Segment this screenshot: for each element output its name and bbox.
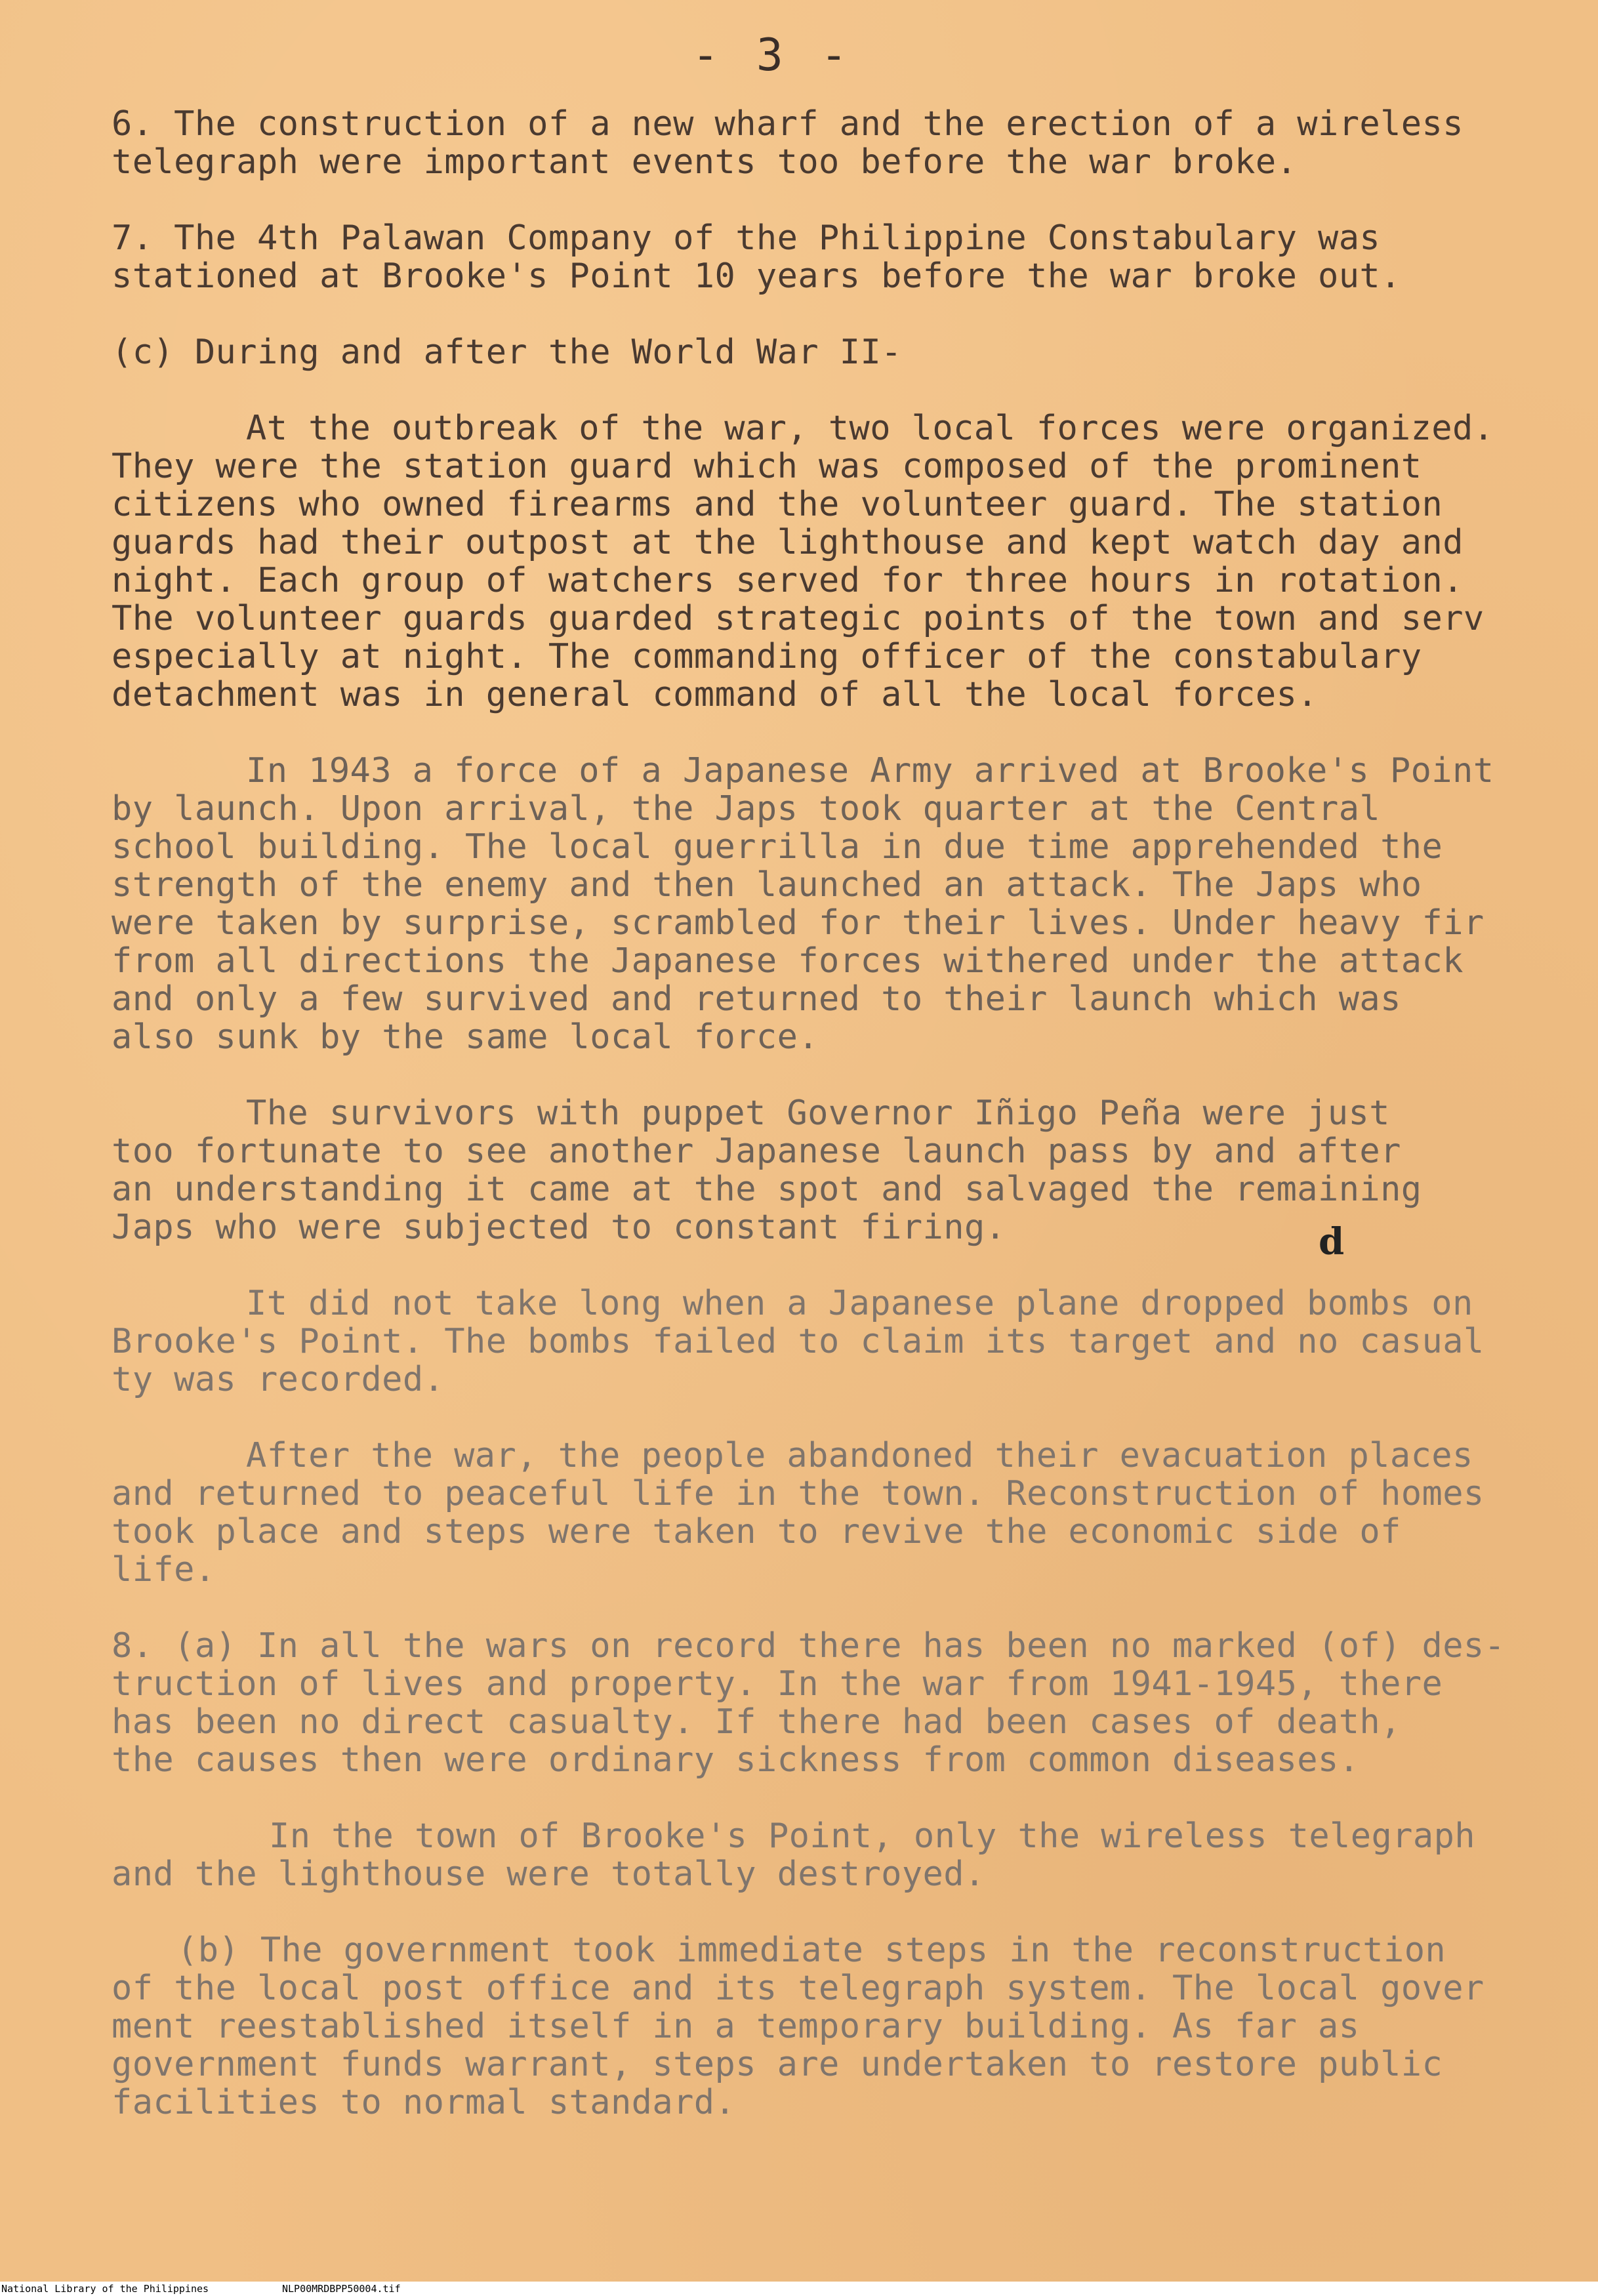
footer-filename: NLP00MRDBPP50004.tif [282,2283,401,2295]
text-line: citizens who owned firearms and the volunteer guard. The station [112,485,1443,524]
text-line: After the war, the people abandoned their evacuation places [246,1436,1473,1475]
page-number: - 3 - [692,30,853,81]
text-line: by launch. Upon arrival, the Japs took quarter at the Central [112,789,1381,829]
text-line: (c) During and after the World War II- [112,333,902,372]
document-body [112,105,1581,2160]
text-line: and returned to peaceful life in the town. Reconstruction of homes [112,1474,1485,1513]
text-line: night. Each group of watchers served for three hours in rotation. [112,561,1464,600]
text-line: guards had their outpost at the lighthouse and kept watch day and [112,523,1464,562]
paragraph-item-6 [112,105,1581,181]
text-line: were taken by surprise, scrambled for their lives. Under heavy fir [112,903,1485,943]
paragraph-item-7 [112,219,1581,295]
text-line: In the town of Brooke's Point, only the wireless telegraph [269,1816,1475,1856]
paragraph-item-b [112,1931,1581,2122]
text-line: detachment was in general command of all the local forces. [112,675,1318,714]
text-line: life. [112,1550,216,1589]
text-line: especially at night. The commanding officer of the constabulary [112,637,1422,676]
paragraph-outbreak [112,409,1581,714]
text-line: In 1943 a force of a Japanese Army arrived at Brooke's Point [246,751,1494,790]
paragraph-japanese-arrival [112,752,1581,1056]
text-line: Brooke's Point. The bombs failed to claim its target and no casual [112,1322,1485,1361]
text-line: ment reestablished itself in a temporary building. As far as [112,2007,1360,2046]
text-line: The survivors with puppet Governor Iñigo Peña were just [246,1094,1390,1133]
text-line: (b) The government took immediate steps in the reconstruction [177,1931,1446,1970]
text-line: The volunteer guards guarded strategic points of the town and serv [112,599,1485,638]
footer-credit: National Library of the Philippines [1,2283,209,2295]
text-line: strength of the enemy and then launched an attack. The Japs who [112,865,1422,905]
handwritten-correction: d [1319,1220,1345,1263]
text-line: of the local post office and its telegraph system. The local gover [112,1969,1485,2008]
paragraph-item-8a [112,1627,1581,1779]
text-line: stationed at Brooke's Point 10 years before the war broke out. [112,256,1401,296]
text-line: has been no direct casualty. If there had been cases of death, [112,1702,1401,1742]
text-line: took place and steps were taken to revive the economic side of [112,1512,1401,1551]
text-line: and only a few survived and returned to their launch which was [112,979,1401,1019]
paragraph-survivors [112,1094,1581,1246]
text-line: ty was recorded. [112,1360,445,1399]
text-line: It did not take long when a Japanese plane dropped bombs on [246,1284,1473,1323]
paragraph-after-war [112,1437,1581,1589]
text-line: government funds warrant, steps are undertaken to restore public [112,2045,1443,2084]
text-line: They were the station guard which was composed of the prominent [112,447,1422,486]
text-line: facilities to normal standard. [112,2083,736,2122]
paragraph-destroyed [112,1817,1581,1893]
paragraph-section-c [112,333,1581,371]
text-line: an understanding it came at the spot and salvaged the remaining [112,1170,1422,1209]
text-line: truction of lives and property. In the war from 1941-1945, there [112,1664,1443,1704]
text-line: the causes then were ordinary sickness from common diseases. [112,1740,1360,1780]
text-line: school building. The local guerrilla in due time apprehended the [112,827,1443,867]
text-line: 8. (a) In all the wars on record there has been no marked (of) des- [112,1626,1506,1666]
text-line: 6. The construction of a new wharf and the erection of a wireless [112,104,1464,144]
text-line: telegraph were important events too before the war broke. [112,142,1298,182]
text-line: 7. The 4th Palawan Company of the Philippine Constabulary was [112,218,1381,258]
text-line: from all directions the Japanese forces withered under the attack [112,941,1464,981]
text-line: and the lighthouse were totally destroyed. [112,1855,985,1894]
scan-footer [0,2282,1598,2296]
text-line: Japs who were subjected to constant firing. [112,1208,1006,1247]
paragraph-bombs [112,1284,1581,1399]
text-line: also sunk by the same local force. [112,1017,819,1057]
text-line: At the outbreak of the war, two local forces were organized. [246,409,1494,448]
text-line: too fortunate to see another Japanese launch pass by and after [112,1132,1401,1171]
